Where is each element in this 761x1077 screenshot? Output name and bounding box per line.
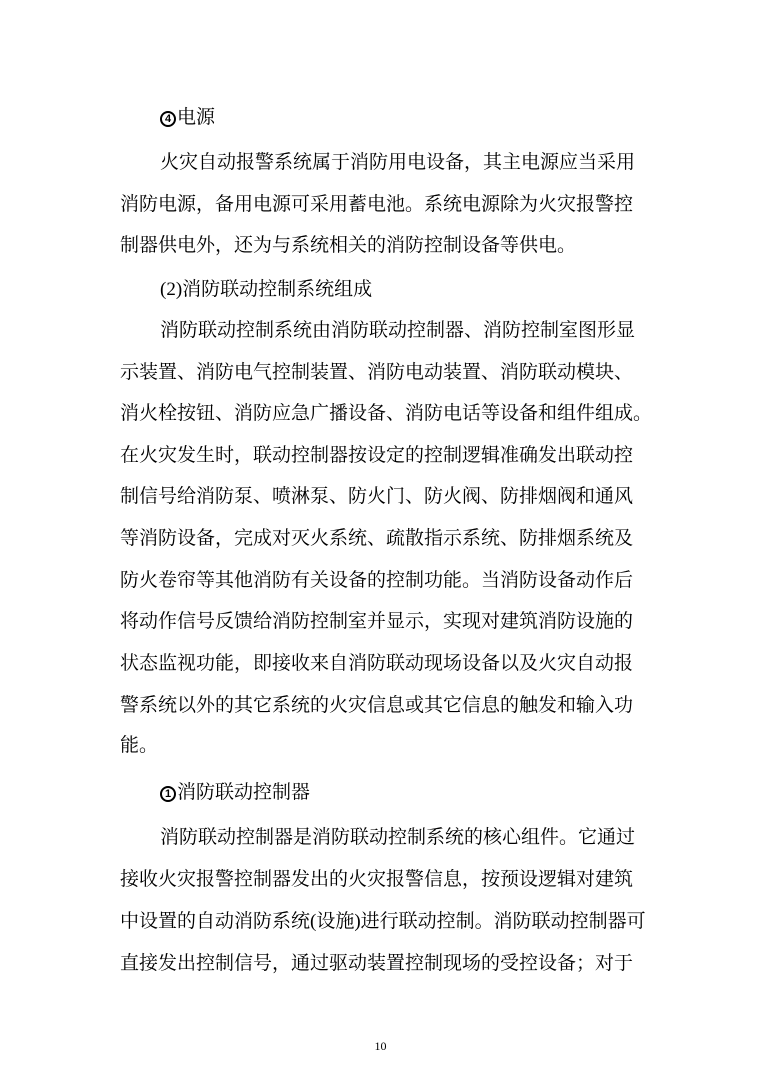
text-line: 消防联动控制器是消防联动控制系统的核心组件。它通过 [160, 827, 636, 848]
circled-number-icon: 4 [160, 111, 176, 127]
heading-text: 电源 [177, 107, 216, 128]
heading-text: (2)消防联动控制系统组成 [160, 279, 373, 300]
circled-number-icon: 1 [160, 786, 176, 802]
section-heading-composition [160, 278, 372, 302]
text-line: 等消防设备，完成对灭火系统、疏散指示系统、防排烟系统及 [120, 528, 634, 549]
text-line: 火灾自动报警系统属于消防用电设备，其主电源应当采用 [160, 152, 636, 173]
text-line: 制器供电外，还为与系统相关的消防控制设备等供电。 [120, 235, 577, 256]
text-line: 消防联动控制系统由消防联动控制器、消防控制室图形显 [160, 320, 636, 341]
page-number: 10 [374, 1039, 387, 1053]
section-heading-controller [160, 781, 310, 805]
text-line: 能。 [120, 735, 159, 756]
text-line: 将动作信号反馈给消防控制室并显示，实现对建筑消防设施的 [120, 611, 634, 632]
text-line: 制信号给消防泵、喷淋泵、防火门、防火阀、防排烟阀和通风 [120, 486, 634, 507]
text-line: 接收火灾报警控制器发出的火灾报警信息，按预设逻辑对建筑 [120, 869, 634, 890]
text-line: 消火栓按钮、消防应急广播设备、消防电话等设备和组件组成。 [120, 403, 653, 424]
text-line: 示装置、消防电气控制装置、消防电动装置、消防联动模块、 [120, 362, 634, 383]
heading-text: 消防联动控制器 [177, 782, 311, 803]
text-line: 在火灾发生时，联动控制器按设定的控制逻辑准确发出联动控 [120, 445, 634, 466]
text-line: 状态监视功能，即接收来自消防联动现场设备以及火灾自动报 [120, 653, 634, 674]
text-line: 防火卷帘等其他消防有关设备的控制功能。当消防设备动作后 [120, 570, 634, 591]
text-line: 消防电源，备用电源可采用蓄电池。系统电源除为火灾报警控 [120, 194, 634, 215]
text-line: 直接发出控制信号，通过驱动装置控制现场的受控设备；对于 [120, 953, 634, 974]
text-line: 中设置的自动消防系统(设施)进行联动控制。消防联动控制器可 [120, 911, 646, 932]
text-line: 警系统以外的其它系统的火灾信息或其它信息的触发和输入功 [120, 695, 634, 716]
section-heading-power [160, 106, 215, 130]
